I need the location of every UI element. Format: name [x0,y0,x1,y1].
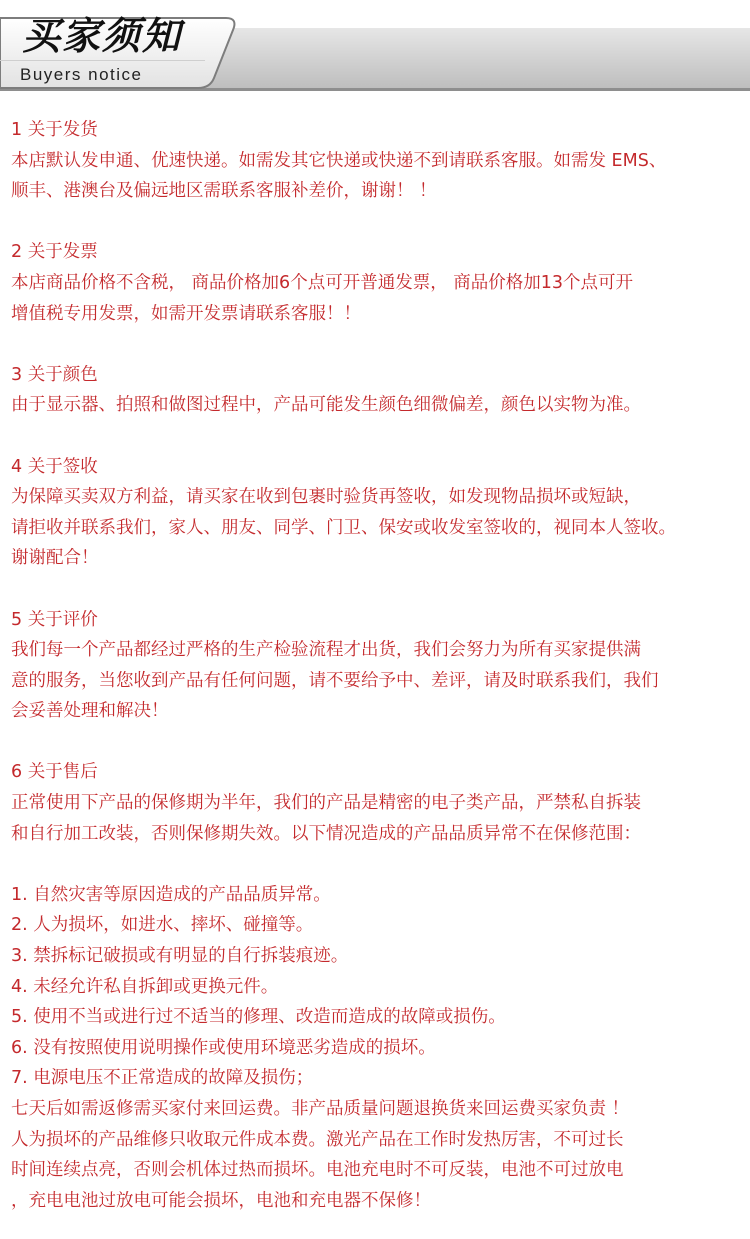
section-text: 增值税专用发票，如需开发票请联系客服！！ [11,303,361,324]
section-text: 意的服务，当您收到产品有任何问题，请不要给予中、差评，请及时联系我们，我们 [11,670,659,691]
list-item: 7. 电源电压不正常造成的故障及损伤； [11,1068,314,1089]
section-text: 我们每一个产品都经过严格的生产检验流程才出货，我们会努力为所有买家提供满 [11,640,641,661]
header-banner [0,0,750,92]
page-subtitle: Buyers notice [20,65,143,84]
list-item: 3. 禁拆标记破损或有明显的自行拆装痕迹。 [11,946,349,967]
page-title: 买家须知 [22,13,183,58]
section-text: 和自行加工改装，否则保修期失效。以下情况造成的产品品质异常不在保修范围： [11,823,641,844]
section-text: 为保障买卖双方利益，请买家在收到包裹时验货再签收，如发现物品损坏或短缺， [11,487,641,508]
closing-text: 七天后如需返修需买家付来回运费。非产品质量问题退换货来回运费买家负责 ！ [11,1099,630,1119]
section-heading: 5 关于评价 [11,609,98,630]
section-text: 谢谢配合！ [11,548,99,569]
section-text: 会妥善处理和解决！ [11,701,169,722]
closing-notes [11,1094,741,1216]
list-item: 5. 使用不当或进行过不适当的修理、改造而造成的故障或损伤。 [11,1007,506,1028]
banner-bar [192,28,750,90]
section-shipping [11,115,741,207]
section-heading: 1 关于发货 [11,120,98,140]
notice-content [11,115,741,1216]
section-color [11,360,741,421]
section-text: 正常使用下产品的保修期为半年，我们的产品是精密的电子类产品，严禁私自拆装 [11,793,641,814]
section-review [11,605,741,727]
list-item: 1. 自然灾害等原因造成的产品品质异常。 [11,884,331,905]
section-after-sales [11,757,741,849]
section-invoice [11,237,741,329]
section-heading: 3 关于颜色 [11,364,98,385]
section-text: 本店默认发申通、优速快递。如需发其它快递或快递不到请联系客服。如需发 EMS、 [11,150,667,171]
list-item: 6. 没有按照使用说明操作或使用环境恶劣造成的损坏。 [11,1037,436,1058]
closing-text: 时间连续点亮，否则会机体过热而损坏。电池充电时不可反装，电池不可过放电 [11,1160,624,1181]
section-heading: 2 关于发票 [11,242,98,263]
list-item: 2. 人为损坏，如进水、摔坏、碰撞等。 [11,915,314,936]
section-heading: 6 关于售后 [11,762,98,783]
warranty-exclusions-list [11,880,741,1094]
section-text: 由于显示器、拍照和做图过程中，产品可能发生颜色细微偏差，颜色以实物为准。 [11,395,641,416]
closing-text: ，充电电池过放电可能会损坏，电池和充电器不保修！ [11,1190,431,1211]
list-item: 4. 未经允许私自拆卸或更换元件。 [11,976,279,997]
section-text: 请拒收并联系我们，家人、朋友、同学、门卫、保安或收发室签收的，视同本人签收。 [11,517,676,538]
section-receipt [11,452,741,574]
section-text: 顺丰、港澳台及偏远地区需联系客服补差价，谢谢！ ！ [11,181,437,202]
section-text: 本店商品价格不含税， 商品价格加6个点可开普通发票， 商品价格加13个点可开 [11,272,634,293]
closing-text: 人为损坏的产品维修只收取元件成本费。激光产品在工作时发热厉害，不可过长 [11,1129,624,1150]
section-heading: 4 关于签收 [11,456,98,477]
